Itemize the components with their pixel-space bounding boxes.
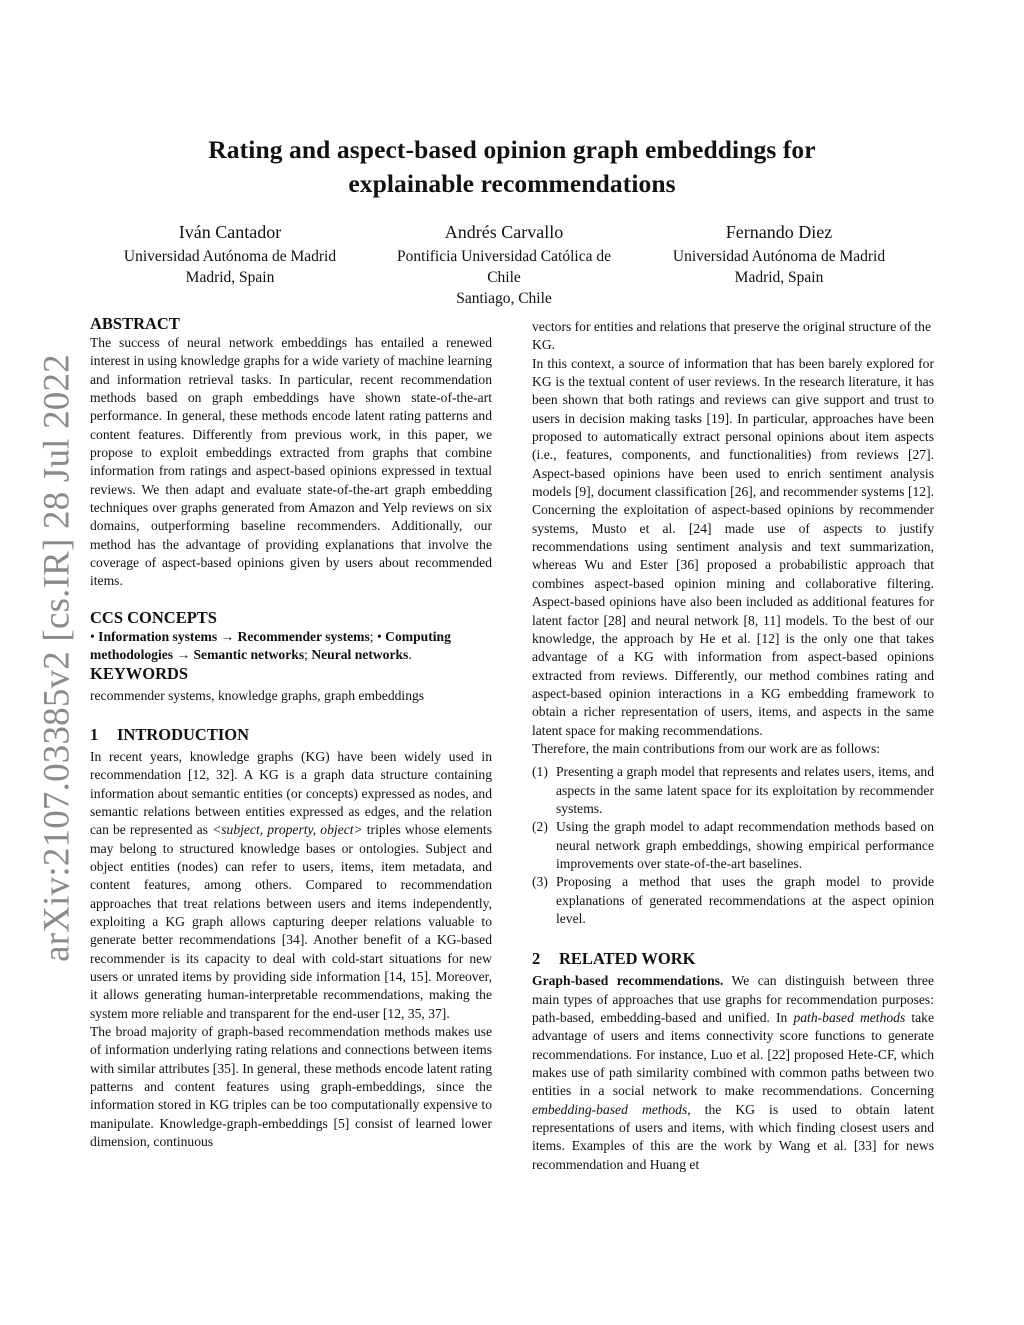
contributions-list [532,763,934,928]
list-label: (3) [532,874,548,890]
author-block [638,220,920,288]
author-location: Santiago, Chile [456,290,552,307]
list-label: (1) [532,764,548,780]
list-item [532,873,934,928]
right-column [532,318,934,1174]
ccs-separator: ; [304,647,308,663]
text-span: , the KG is used to obtain latent representations of users and items, with which finding closest users and items. Examples of this are the work by Wang et al. [33] for news recommendation and Huang et [532,1101,934,1172]
keywords-text: recommender systems, knowledge graphs, graph embeddings [90,687,425,703]
intro-paragraph: The broad majority of graph-based recommendation methods makes use of information underlying rating relations and connections between items with similar attributes [35]. In general, these methods encode latent rating patterns and content features using graph-embeddings, since the information stored in KG triples can be too computationally expensive to manipulate. Knowledge-graph-embeddings [5] consist of learned lower dimension, continuous [90,1024,492,1150]
author-location: Madrid, Spain [185,269,275,286]
related-work-heading [532,949,934,969]
paragraph-lead: Graph-based recommendations. [532,973,724,989]
ccs-term: Recommender systems [237,628,370,644]
author-affiliation: Pontificia Universidad Católica de [397,248,611,265]
author-location: Madrid, Spain [734,269,824,286]
ccs-term: Information systems [98,628,218,644]
ccs-bullet: • [90,628,95,644]
list-text: Proposing a method that uses the graph model to provide explanations of generated recommendations at the aspect opinion level. [556,874,934,926]
author-block [90,220,370,288]
author-block [372,220,636,309]
author-affiliation: Universidad Autónoma de Madrid [672,248,886,265]
left-column [90,314,492,1151]
text-span: We can distinguish between three main types of approaches that use graphs for recommendation purposes: path-based, embedding-based and unified. In [532,973,934,1026]
intro-paragraph: In this context, a source of information that has been barely explored for KG is the textual content of user reviews. In the research literature, it has been shown that both ratings and reviews can give support and trust to users in decision making tasks [19]. In particular, approaches have been proposed to automatically extract personal opinions about item aspects (i.e., features, components, and functionalities) from reviews [27]. Aspect-based opinions have been used to enrich sentiment analysis models [9], document classification [26], and recommender systems [12]. Concerning the exploitation of aspect-based opinions by recommender systems, Musto et al. [24] made use of aspects to justify recommendations using sentiment analysis and text summarization, whereas Wu and Ester [36] proposed a probabilistic approach that combines aspect-based opinion mining and collaborative filtering. Aspect-based opinions have also been included as additional features for latent factor [28] and neural network [8, 11] models. To the best of our knowledge, the approach by He et al. [12] is the only one that takes advantage of a KG with information from aspect-based opinions extracted from reviews. Differently, our method combines rating and aspect-based opinion interactions in a KG embedding framework to obtain a richer representation of users, items, and aspects in the same latent space for making recommendations. [532,355,934,738]
ccs-end: . [408,647,412,663]
ccs-term: Neural networks [311,647,409,663]
list-text: Using the graph model to adapt recommendation methods based on neural network graph embeddings, showing empirical performance improvements over state-of-the-art baselines. [556,819,934,871]
section-title: INTRODUCTION [117,724,250,744]
ccs-heading: CCS CONCEPTS [90,607,217,627]
text-span: take advantage of users and items connectivity score functions to generate recommendations. For instance, Luo et al. [22] proposed Hete-CF, which makes use of path similarity combined with common paths between two entities in a social network to make recommendations. Concerning [532,1010,934,1099]
section-number: 1 [90,724,99,744]
italic-term: path-based methods [793,1010,906,1026]
list-text: Presenting a graph model that represents and relates users, items, and aspects in the same latent space for its exploitation by recommender systems. [556,764,934,816]
author-affiliation: Chile [487,269,521,286]
italic-term: embedding-based methods [532,1101,688,1117]
list-label: (2) [532,819,548,835]
ccs-term: Semantic networks [193,647,305,663]
section-title: RELATED WORK [559,949,696,969]
intro-paragraph [90,748,492,1023]
paper-title-line: explainable recommendations [348,169,676,198]
arxiv-stamp-text: arXiv:2107.03385v2 [cs.IR] 28 Jul 2022 [36,354,78,962]
author-name: Andrés Carvallo [444,222,564,242]
author-name: Iván Cantador [178,222,282,242]
abstract-heading: ABSTRACT [90,314,180,333]
related-work-paragraph [532,972,934,1174]
intro-paragraph-continued: vectors for entities and relations that preserve the original structure of the KG. [532,319,931,353]
text-span: triples whose elements may belong to structured knowledge bases or ontologies. Subject and object entities (nodes) can refer to users, items, item metadata, and content features, among others. Compared to recommendation approaches that treat relations between users and items independently, exploiting a KG graph allows capturing deeper relations valuable to generate better recommendations [34]. Another benefit of a KG-based recommender is its capacity to deal with cold-start situations for new users or unrated items by providing side information [14, 15]. Moreover, it allows generating human-interpretable recommendations, making the system more reliable and transparent for the end-user [12, 35, 37]. [90,822,493,1021]
ccs-arrow: → [220,628,235,644]
author-affiliation: Universidad Autónoma de Madrid [123,248,337,265]
ccs-arrow: → [176,647,191,663]
abstract-text: The success of neural network embeddings has entailed a renewed interest in using knowledge graphs for a wide variety of machine learning and information retrieval tasks. In particular, recent recommendation methods based on graph embeddings have shown state-of-the-art performance. In general, these methods encode latent rating patterns and content features. Differently from previous work, in this paper, we propose to exploit embeddings extracted from graphs that combine information from ratings and aspect-based opinions expressed in textual reviews. We then adapt and evaluate state-of-the-art graph embedding techniques over graphs generated from Amazon and Yelp reviews on six domains, outperforming baseline recommenders. Additionally, our method has the advantage of providing explanations that involve the coverage of aspect-based opinions given by users about recommended items. [90,335,492,589]
list-item [532,763,934,818]
ccs-concepts [90,628,492,665]
ccs-term: Computing methodologies [90,628,451,663]
keywords-heading: KEYWORDS [90,663,189,683]
text-span: In recent years, knowledge graphs (KG) have been widely used in recommendation [12, 32]. A KG is a graph data structure containing information about semantic entities (or concepts) expressed as nodes, and semantic relations between entities expressed as edges, and the relation can be represented as [90,748,492,838]
ccs-bullet: • [376,628,382,644]
intro-paragraph: Therefore, the main contributions from our work are as follows: [532,740,881,756]
ccs-separator: ; [369,628,374,644]
paper-title [90,133,934,201]
paper-title-line: Rating and aspect-based opinion graph embeddings for [208,135,816,164]
triple-notation: <subject, property, object> [212,822,363,838]
intro-heading [90,725,492,745]
section-number: 2 [532,949,541,969]
list-item [532,818,934,873]
author-name: Fernando Diez [725,222,833,242]
